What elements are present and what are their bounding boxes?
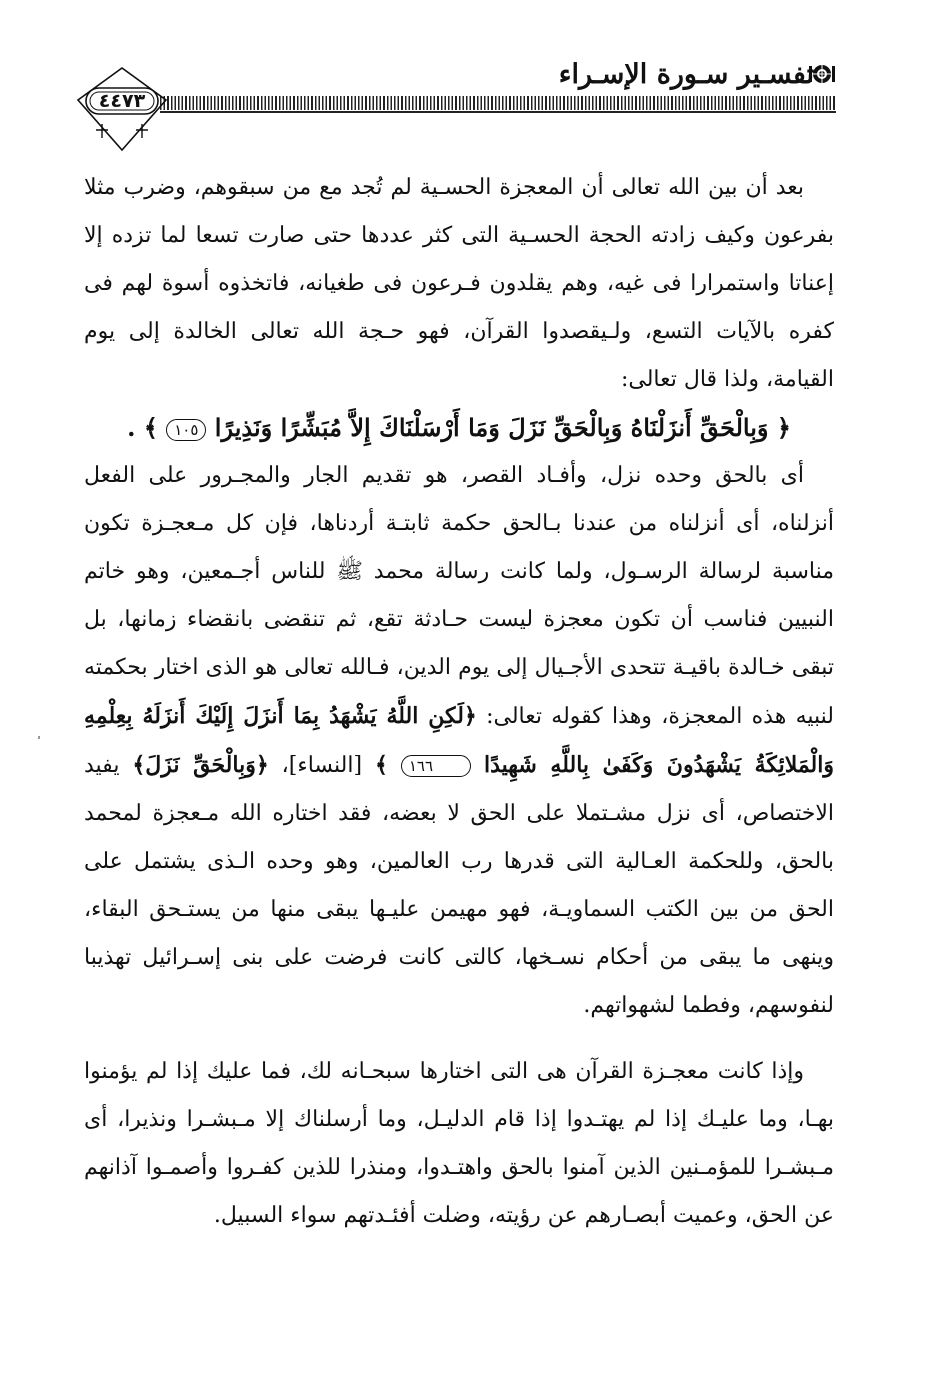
verse-105-text: وَبِالْحَقِّ أَنزَلْنَاهُ وَبِالْحَقِّ نَزَلَ وَمَا أَرْسَلْنَاكَ إِلاَّ مُبَشِّرًا وَنَذِيرًا — [214, 413, 769, 442]
verse-close-bracket: ﴾ . — [127, 413, 158, 442]
verse-open-bracket: ﴿ — [776, 413, 791, 442]
paragraph-2 — [84, 452, 834, 1030]
paragraph-2-part-2: يفيد الاختصاص، أى نزل مشـتملا على الحق لا بعضه، فقد اختاره الله مـعجزة لمحمد بالحق، وللحكمة العـالية التى قدرها رب العالمين، وهو وحده الـذى يشتمل على الحق من بين الكتب السماويـة، فهو مهيمن عليـها يبقى منها من يستـحق البقاء، وينهى ما يبقى من أحكام نسـخها، كالتى كانت فرضت على بنى إسـرائيل تهذيبا لنفوسهم، وفطما لشهواتهم. — [84, 753, 834, 1018]
quote-1-verse-number: ١٦٦ — [401, 755, 471, 777]
quote-2-close: ﴾ — [132, 752, 146, 778]
quote-1-open: ﴿ — [463, 703, 477, 729]
body-text — [84, 164, 834, 1240]
paragraph-2-part-1: أى بالحق وحده نزل، وأفـاد القصر، هو تقديم الجار والمجـرور على الفعل أنزلناه، أى أنزلناه من عندنا بـالحق حكمة ثابتـة أردناها، فإن كل مـعجـزة تكون مناسبة لرسالة الرسـول، ولما كانت رسالة محمد ﷺ للناس أجـمعين، وهو خاتم النبيين فناسب أن تكون معجزة ليست حـادثة تقع، ثم تنقضى بانقضاء زمانها، بل تبقى خـالدة باقيـة تتحدى الأجـيال إلى يوم الدين، فـالله تعالى هو الذى اختار بحكمته لنبيه هذه المعجزة، وهذا كقوله تعالى: — [84, 463, 834, 729]
quote-2-open: ﴿ — [255, 752, 269, 778]
page-number: ٤٤٧٣ — [98, 90, 146, 112]
paragraph-3: وإذا كانت معجـزة القرآن هى التى اختارها سبحـانه لك، فما عليك إذا لم يؤمنوا بهـا، وما عليـك إذا لم يهتـدوا إذا قام الدليـل، وما أرسلناك إلا مـبشـرا ونذيرا، أى مـبشـرا للمؤمـنين الذين آمنوا بالحق واهتـدوا، ومنذرا للذين كفـروا وأصمـوا آذانهم عن الحق، وعميت أبصـارهم عن رؤيته، وضلت أفئـدتهم سواء السبيل. — [84, 1059, 834, 1228]
quote-1-reference: [النساء]، — [281, 753, 363, 778]
quote-1-text: لَكِنِ اللَّهُ يَشْهَدُ بِمَا أَنزَلَ إِلَيْكَ أَنزَلَهُ بِعِلْمِهِ وَالْمَلائِكَةُ يَشْهَدُونَ وَكَفَىٰ بِاللَّهِ شَهِيدًا — [84, 703, 834, 778]
running-header-title: تفسـير سـورة الإسـراء — [558, 59, 814, 90]
paragraph-1: بعد أن بين الله تعالى أن المعجزة الحسـية لم تُجد مع من سبقوهم، وضرب مثلا بفرعون وكيف زادته الحجة الحسـية التى كثر عددها حتى صارت تسعا لما تزده إلا إعناتا واستمرارا فى غيه، وهم يقلدون فـرعون فى طغيانه، فاتخذوه أسوة لهم فى كفره بالآيات التسع، ولـيقصدوا القرآن، فهو حـجة الله تعالى الخالدة إلى يوم القيامة، ولذا قال تعالى: — [84, 175, 834, 392]
quote-1-close: ﴾ — [375, 752, 388, 778]
header-rule — [160, 96, 836, 110]
quote-2-text: وَبِالْحَقِّ نَزَلَ — [145, 752, 256, 778]
verse-number-badge: ١٠٥ — [166, 419, 206, 441]
verse-105 — [84, 404, 834, 452]
margin-mark — [38, 736, 40, 739]
